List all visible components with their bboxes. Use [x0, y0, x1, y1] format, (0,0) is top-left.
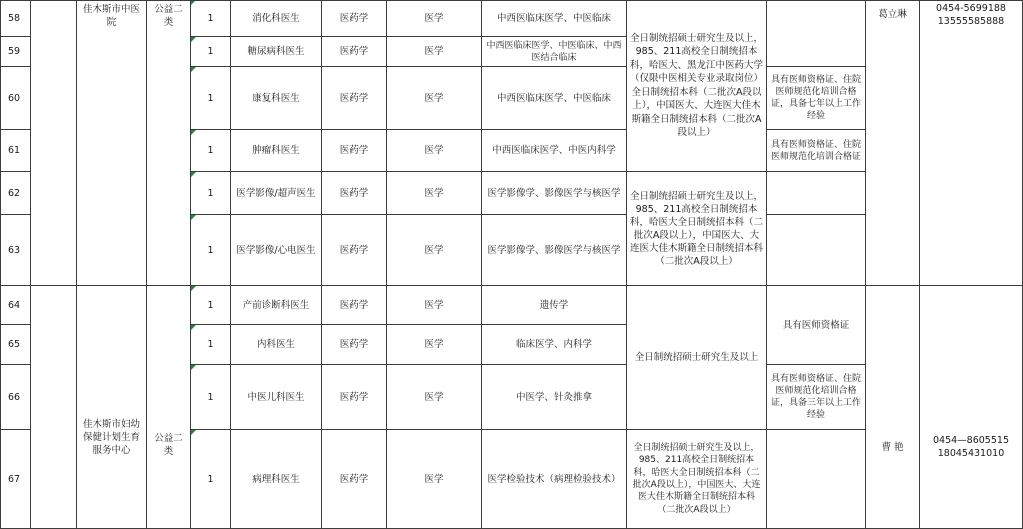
major-cell: 医学影像学、影像医学与核医学 — [482, 172, 627, 215]
education-cell: 全日制统招硕士研究生及以上，985、211高校全日制统招本科，哈医大全日制统招本科（二批次A段以上），中国医大、大连医大佳木斯籍全日制统招本科（二批次A段以上） — [627, 172, 767, 286]
subcategory-cell: 医学 — [387, 430, 482, 529]
category-cell: 医药学 — [322, 430, 387, 529]
requirement-cell — [767, 172, 866, 215]
education-cell: 全日制统招硕士研究生及以上，985、211高校全日制统招本科，哈医大全日制统招本科（二批次A段以上），中国医大、大连医大佳木斯籍全日制统招本科（二批次A段以上） — [627, 430, 767, 529]
employer-name: 佳木斯市中医院 — [77, 0, 147, 286]
headcount-cell: 1 — [191, 0, 231, 37]
row-number: 59 — [0, 37, 31, 67]
position-cell: 病理科医生 — [231, 430, 322, 529]
major-cell: 医学影像学、影像医学与核医学 — [482, 215, 627, 286]
headcount-cell: 1 — [191, 325, 231, 365]
blank-cell — [31, 0, 77, 286]
major-cell: 医学检验技术（病理检验技术） — [482, 430, 627, 529]
requirement-cell — [767, 215, 866, 286]
row-number: 67 — [0, 430, 31, 529]
row-number: 65 — [0, 325, 31, 365]
subcategory-cell: 医学 — [387, 67, 482, 130]
position-cell: 医学影像/心电医生 — [231, 215, 322, 286]
position-cell: 中医儿科医生 — [231, 365, 322, 430]
major-cell: 中西医临床医学、中医临床 — [482, 67, 627, 130]
category-cell: 医药学 — [322, 0, 387, 37]
subcategory-cell: 医学 — [387, 172, 482, 215]
headcount-cell: 1 — [191, 215, 231, 286]
position-cell: 医学影像/超声医生 — [231, 172, 322, 215]
category-cell: 医药学 — [322, 130, 387, 172]
category-cell: 医药学 — [322, 325, 387, 365]
row-number: 60 — [0, 67, 31, 130]
position-cell: 糖尿病科医生 — [231, 37, 322, 67]
major-cell: 中西医临床医学、中医临床、中西医结合临床 — [482, 37, 627, 67]
requirement-cell: 具有医师资格证 — [767, 286, 866, 365]
requirement-cell: 具有医师资格证、住院医师规范化培训合格证，具备七年以上工作经验 — [767, 67, 866, 130]
category-cell: 医药学 — [322, 215, 387, 286]
employer-name: 佳木斯市妇幼保健计划生育服务中心 — [77, 286, 147, 529]
contact-person: 曹 艳 — [866, 286, 920, 529]
headcount-cell: 1 — [191, 430, 231, 529]
major-cell: 中西医临床医学、中医临床 — [482, 0, 627, 37]
major-cell: 中西医临床医学、中医内科学 — [482, 130, 627, 172]
employer-type: 公益二类 — [147, 0, 191, 286]
headcount-cell: 1 — [191, 172, 231, 215]
category-cell: 医药学 — [322, 172, 387, 215]
row-number: 62 — [0, 172, 31, 215]
category-cell: 医药学 — [322, 67, 387, 130]
row-number: 58 — [0, 0, 31, 37]
position-cell: 内科医生 — [231, 325, 322, 365]
contact-person: 葛立琳 — [866, 0, 920, 286]
row-number: 63 — [0, 215, 31, 286]
subcategory-cell: 医学 — [387, 130, 482, 172]
subcategory-cell: 医学 — [387, 0, 482, 37]
row-number: 61 — [0, 130, 31, 172]
major-cell: 临床医学、内科学 — [482, 325, 627, 365]
position-cell: 产前诊断科医生 — [231, 286, 322, 325]
category-cell: 医药学 — [322, 37, 387, 67]
major-cell: 遗传学 — [482, 286, 627, 325]
position-cell: 肿瘤科医生 — [231, 130, 322, 172]
headcount-cell: 1 — [191, 37, 231, 67]
education-cell: 全日制统招硕士研究生及以上 — [627, 286, 767, 430]
headcount-cell: 1 — [191, 286, 231, 325]
requirement-cell — [767, 0, 866, 67]
headcount-cell: 1 — [191, 130, 231, 172]
requirement-cell — [767, 430, 866, 529]
education-cell: 全日制统招硕士研究生及以上，985、211高校全日制统招本科，哈医大、黑龙江中医药大学（仅限中医相关专业录取岗位）全日制统招本科（二批次A段以上），中国医大、大连医大佳木斯籍全日制统招本科（二批次A段以上） — [627, 0, 767, 172]
subcategory-cell: 医学 — [387, 365, 482, 430]
blank-cell — [31, 286, 77, 529]
headcount-cell: 1 — [191, 67, 231, 130]
contact-phone: 0454—8605515 18045431010 — [920, 286, 1023, 529]
requirement-cell: 具有医师资格证、住院医师规范化培训合格证 — [767, 130, 866, 172]
subcategory-cell: 医学 — [387, 286, 482, 325]
employer-type: 公益二类 — [147, 286, 191, 529]
major-cell: 中医学、针灸推拿 — [482, 365, 627, 430]
position-cell: 康复科医生 — [231, 67, 322, 130]
requirement-cell: 具有医师资格证、住院医师规范化培训合格证，具备三年以上工作经验 — [767, 365, 866, 430]
subcategory-cell: 医学 — [387, 37, 482, 67]
row-number: 64 — [0, 286, 31, 325]
subcategory-cell: 医学 — [387, 325, 482, 365]
position-cell: 消化科医生 — [231, 0, 322, 37]
contact-phone: 0454-5699188 13555585888 — [920, 0, 1023, 286]
category-cell: 医药学 — [322, 286, 387, 325]
category-cell: 医药学 — [322, 365, 387, 430]
subcategory-cell: 医学 — [387, 215, 482, 286]
row-number: 66 — [0, 365, 31, 430]
headcount-cell: 1 — [191, 365, 231, 430]
